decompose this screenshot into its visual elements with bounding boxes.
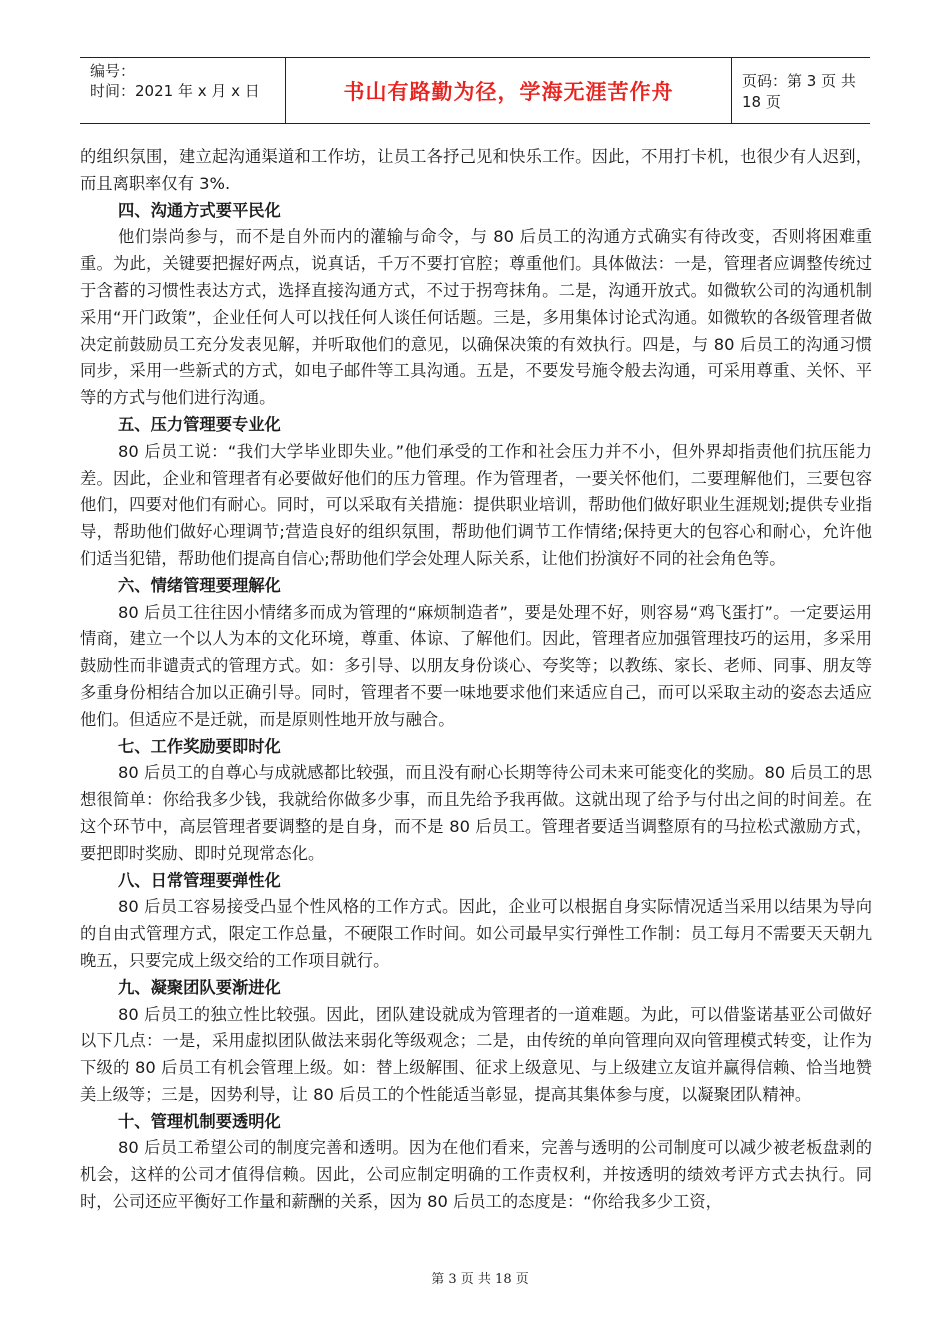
section-heading-8: 八、日常管理要弹性化 [118, 870, 281, 890]
paragraph-section-10: 80 后员工希望公司的制度完善和透明。因为在他们看来，完善与透明的公司制度可以减少被老板盘剥的机会，这样的公司才值得信赖。因此，公司应制定明确的工作责权利，并按透明的绩效考评方式去执行。同时，公司还应平衡好工作量和薪酬的关系，因为 80 后员工的态度是：“你给我多少工资， [80, 1138, 872, 1212]
document-time-label: 时间：2021 年 x 月 x 日 [90, 82, 260, 100]
document-body [80, 144, 872, 1216]
page-footer [0, 1268, 950, 1287]
header-motto: 书山有路勤为径，学海无涯苦作舟 [343, 78, 674, 104]
section-heading-9: 九、凝聚团队要渐进化 [118, 977, 281, 997]
footer-page-number: 第 3 页 共 18 页 [431, 1272, 529, 1287]
section-heading-5: 五、压力管理要专业化 [118, 414, 281, 434]
paragraph-section-6: 80 后员工往往因小情绪多而成为管理的“麻烦制造者”，要是处理不好，则容易“鸡飞蛋打”。一定要运用情商，建立一个以人为本的文化环境，尊重、体谅、了解他们。因此，管理者应加强管理技巧的运用，多采用鼓励性而非谴责式的管理方式。如：多引导、以朋友身份谈心、夸奖等；以教练、家长、老师、同事、朋友等多重身份相结合加以正确引导。同时，管理者不要一味地要求他们来适应自己，而可以采取主动的姿态去适应他们。但适应不是迁就，而是原则性地开放与融合。 [80, 602, 872, 729]
header-page-number: 页码：第 3 页 共 18 页 [742, 71, 856, 111]
section-heading-4: 四、沟通方式要平民化 [118, 200, 281, 220]
paragraph-continued: 的组织氛围，建立起沟通渠道和工作坊，让员工各抒己见和快乐工作。因此，不用打卡机，也很少有人迟到，而且离职率仅有 3%. [80, 147, 872, 193]
header-page-cell [732, 58, 870, 123]
paragraph-section-4: 他们崇尚参与，而不是自外而内的灌输与命令，与 80 后员工的沟通方式确实有待改变，否则将困难重重。为此，关键要把握好两点，说真话，千万不要打官腔；尊重他们。具体做法：一是，管理者应调整传统过于含蓄的习惯性表达方式，选择直接沟通方式，不过于拐弯抹角。二是，沟通开放式。如微软公司的沟通机制采用“开门政策”，企业任何人可以找任何人谈任何话题。三是，多用集体讨论式沟通。如微软的各级管理者做决定前鼓励员工充分发表见解，并听取他们的意见，以确保决策的有效执行。四是，与 80 后员工的沟通习惯同步，采用一些新式的方式，如电子邮件等工具沟通。五是，不要发号施令般去沟通，可采用尊重、关怀、平等的方式与他们进行沟通。 [80, 227, 872, 408]
section-heading-6: 六、情绪管理要理解化 [118, 575, 281, 595]
page-header [80, 57, 870, 124]
header-motto-cell [285, 58, 732, 123]
header-meta-cell [80, 58, 285, 123]
paragraph-section-7: 80 后员工的自尊心与成就感都比较强，而且没有耐心长期等待公司未来可能变化的奖励。80 后员工的思想很简单：你给我多少钱，我就给你做多少事，而且先给予我再做。这就出现了给予与付出之间的时间差。在这个环节中，高层管理者要调整的是自身，而不是 80 后员工。管理者要适当调整原有的马拉松式激励方式，要把即时奖励、即时兑现常态化。 [80, 763, 872, 863]
section-heading-7: 七、工作奖励要即时化 [118, 736, 281, 756]
document-number-label: 编号： [90, 62, 136, 80]
section-heading-10: 十、管理机制要透明化 [118, 1111, 281, 1131]
paragraph-section-5: 80 后员工说：“我们大学毕业即失业。”他们承受的工作和社会压力并不小，但外界却指责他们抗压能力差。因此，企业和管理者有必要做好他们的压力管理。作为管理者，一要关怀他们，二要理解他们，三要包容他们，四要对他们有耐心。同时，可以采取有关措施：提供职业培训，帮助他们做好职业生涯规划;提供专业指导，帮助他们做好心理调节;营造良好的组织氛围，帮助他们调节工作情绪;保持更大的包容心和耐心，允许他们适当犯错，帮助他们提高自信心;帮助他们学会处理人际关系，让他们扮演好不同的社会角色等。 [80, 441, 872, 568]
paragraph-section-9: 80 后员工的独立性比较强。因此，团队建设就成为管理者的一道难题。为此，可以借鉴诺基亚公司做好以下几点：一是，采用虚拟团队做法来弱化等级观念；二是，由传统的单向管理向双向管理模式转变，让作为下级的 80 后员工有机会管理上级。如：替上级解围、征求上级意见、与上级建立友谊并赢得信赖、恰当地赞美上级等；三是，因势利导，让 80 后员工的个性能适当彰显，提高其集体参与度，以凝聚团队精神。 [80, 1004, 872, 1104]
paragraph-section-8: 80 后员工容易接受凸显个性风格的工作方式。因此，企业可以根据自身实际情况适当采用以结果为导向的自由式管理方式，限定工作总量，不硬限工作时间。如公司最早实行弹性工作制：员工每月不需要天天朝九晚五，只要完成上级交给的工作项目就行。 [80, 897, 872, 970]
